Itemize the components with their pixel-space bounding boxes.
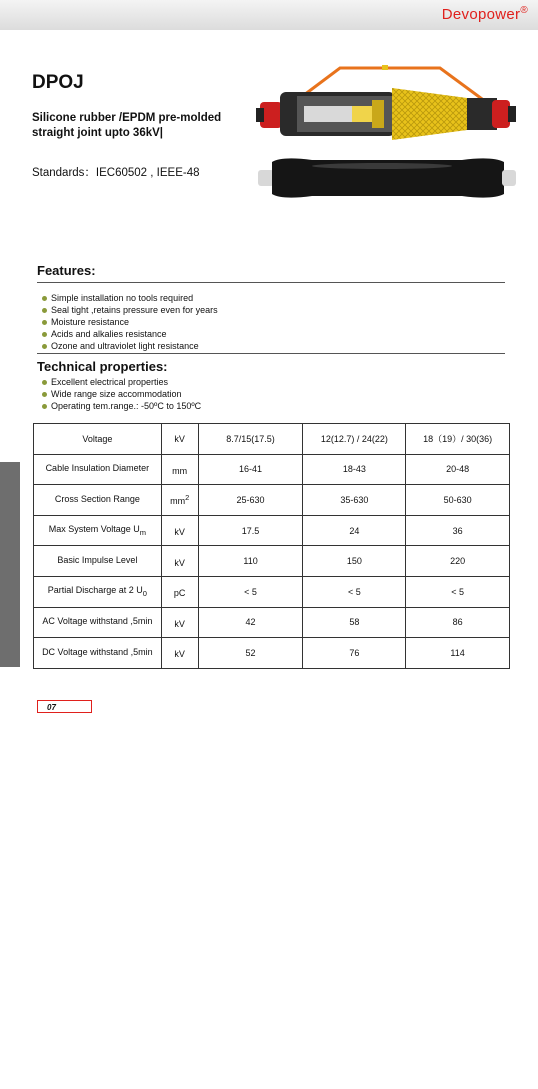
bullet-dot-icon (42, 380, 47, 385)
table-cell: Cross Section Range (34, 485, 162, 516)
table-cell: < 5 (406, 576, 510, 607)
technical-list (42, 376, 201, 412)
table-cell: DC Voltage withstand ,5min (34, 638, 162, 669)
bullet-dot-icon (42, 320, 47, 325)
bullet-dot-icon (42, 344, 47, 349)
bullet-dot-icon (42, 308, 47, 313)
table-cell: < 5 (303, 576, 406, 607)
table-cell: 86 (406, 607, 510, 638)
table-cell: Max System Voltage $U_m$ (34, 515, 162, 546)
table-cell: pC (161, 576, 198, 607)
table-cell: 42 (198, 607, 303, 638)
table-cell: kV (161, 515, 198, 546)
list-item: Ozone and ultraviolet light resistance (42, 340, 218, 352)
table-row (34, 485, 510, 516)
table-cell: 58 (303, 607, 406, 638)
list-item: Seal tight ,retains pressure even for years (42, 304, 218, 316)
list-item: Excellent electrical properties (42, 376, 201, 388)
table-cell: 12(12.7) / 24(22) (303, 424, 406, 455)
table-cell: 114 (406, 638, 510, 669)
page-number: 07 (37, 700, 92, 713)
table-cell: kV (161, 546, 198, 577)
table-cell: 35-630 (303, 485, 406, 516)
bullet-dot-icon (42, 404, 47, 409)
table-cell: kV (161, 424, 198, 455)
table-row (34, 638, 510, 669)
product-subtitle: Silicone rubber /EPDM pre-molded straight joint upto 36kV| (32, 112, 222, 139)
list-item: Operating tem.range.: -50ºC to 150ºC (42, 400, 201, 412)
bullet-dot-icon (42, 392, 47, 397)
brand-logo: Devopower® (441, 5, 528, 23)
table-row (34, 576, 510, 607)
top-header-bar (0, 0, 538, 30)
table-cell: 110 (198, 546, 303, 577)
table-cell: 16-41 (198, 454, 303, 485)
table-cell: 150 (303, 546, 406, 577)
table-cell: 18（19）/ 30(36) (406, 424, 510, 455)
list-item: Acids and alkalies resistance (42, 328, 218, 340)
table-cell: Partial Discharge at 2 $U_0$ (34, 576, 162, 607)
bullet-dot-icon (42, 332, 47, 337)
spec-table (33, 423, 510, 669)
bullet-dot-icon (42, 296, 47, 301)
table-cell: $mm^2$ (161, 485, 198, 516)
table-cell: 18-43 (303, 454, 406, 485)
table-cell: kV (161, 638, 198, 669)
table-cell: 24 (303, 515, 406, 546)
technical-heading: Technical properties: (37, 359, 168, 374)
assembled-joint-illustration (258, 158, 516, 197)
table-cell: mm (161, 454, 198, 485)
table-cell: < 5 (198, 576, 303, 607)
list-item: Simple installation no tools required (42, 292, 218, 304)
cutaway-joint-illustration (256, 65, 516, 140)
table-cell: 25-630 (198, 485, 303, 516)
features-top-rule (37, 282, 505, 283)
table-cell: 220 (406, 546, 510, 577)
table-row (34, 454, 510, 485)
table-cell: 50-630 (406, 485, 510, 516)
table-cell: 36 (406, 515, 510, 546)
product-title: DPOJ (32, 72, 84, 93)
product-image (252, 62, 522, 202)
features-bottom-rule (37, 353, 505, 354)
table-cell: 52 (198, 638, 303, 669)
table-cell: 8.7/15(17.5) (198, 424, 303, 455)
table-row (34, 607, 510, 638)
table-cell: kV (161, 607, 198, 638)
table-cell: Cable Insulation Diameter (34, 454, 162, 485)
table-row (34, 515, 510, 546)
features-heading: Features: (37, 263, 96, 278)
table-cell: Basic Impulse Level (34, 546, 162, 577)
table-cell: 17.5 (198, 515, 303, 546)
table-cell: AC Voltage withstand ,5min (34, 607, 162, 638)
product-standards: Standards：IEC60502 , IEEE-48 (32, 167, 200, 179)
side-category-label: Cold Shrink Pre-mold (2, 965, 18, 1089)
list-item: Moisture resistance (42, 316, 218, 328)
table-row (34, 546, 510, 577)
features-list (42, 292, 218, 352)
table-cell: Voltage (34, 424, 162, 455)
side-category-tab (0, 462, 20, 1089)
table-cell: 20-48 (406, 454, 510, 485)
table-header-row (34, 424, 510, 455)
table-cell: 76 (303, 638, 406, 669)
list-item: Wide range size accommodation (42, 388, 201, 400)
